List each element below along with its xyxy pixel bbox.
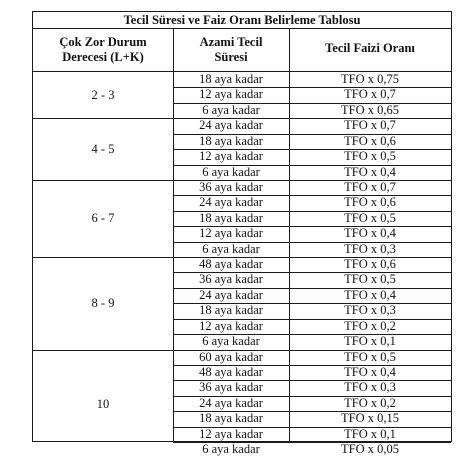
interest-rate-cell: TFO x 0,3 — [344, 303, 396, 318]
interest-rate-cell: TFO x 0,5 — [344, 349, 396, 364]
interest-rate-cell: TFO x 0,4 — [344, 226, 396, 241]
interest-rate-cell: TFO x 0,2 — [344, 318, 396, 333]
severity-group-label: 10 — [96, 396, 110, 411]
max-deferral-cell: 24 aya kadar — [199, 395, 263, 410]
interest-rate-cell: TFO x 0,5 — [344, 272, 396, 287]
max-deferral-cell: 18 aya kadar — [199, 210, 263, 225]
interest-rate-cell: TFO x 0,2 — [344, 395, 396, 410]
table-title: Tecil Süresi ve Faiz Oranı Belirleme Tablosu — [33, 12, 451, 29]
max-deferral-cell: 12 aya kadar — [199, 87, 263, 102]
max-deferral-cell: 6 aya kadar — [202, 102, 260, 117]
max-deferral-cell: 24 aya kadar — [199, 195, 263, 210]
interest-rate-cell: TFO x 0,6 — [344, 195, 396, 210]
column-headers — [33, 29, 451, 72]
interest-rate-cell: TFO x 0,05 — [341, 442, 399, 457]
max-deferral-cell: 24 aya kadar — [199, 118, 263, 133]
severity-group-label: 8 - 9 — [91, 296, 115, 311]
max-deferral-cell: 18 aya kadar — [199, 72, 263, 86]
max-deferral-cell: 48 aya kadar — [199, 257, 263, 272]
max-deferral-cell: 24 aya kadar — [199, 287, 263, 302]
max-deferral-cell: 18 aya kadar — [199, 303, 263, 318]
header-max-deferral — [173, 29, 289, 72]
max-deferral-cell: 18 aya kadar — [199, 411, 263, 426]
interest-rate-cell: TFO x 0,1 — [344, 426, 396, 441]
interest-rate-cell: TFO x 0,6 — [344, 133, 396, 148]
max-deferral-cell: 36 aya kadar — [199, 272, 263, 287]
max-deferral-cell: 6 aya kadar — [202, 241, 260, 256]
table-body — [33, 72, 451, 457]
header-max-deferral-line1: Azami Tecil — [199, 35, 263, 49]
table-sheet — [32, 11, 452, 457]
severity-group-label: 2 - 3 — [91, 88, 115, 103]
max-deferral-cell: 12 aya kadar — [199, 318, 263, 333]
interest-rate-cell: TFO x 0,1 — [344, 334, 396, 349]
interest-rate-cell: TFO x 0,5 — [344, 210, 396, 225]
max-deferral-cell: 48 aya kadar — [199, 364, 263, 379]
interest-rate-cell: TFO x 0,5 — [344, 149, 396, 164]
header-interest-rate — [289, 29, 451, 72]
header-interest-rate-text: Tecil Faizi Oranı — [325, 41, 415, 55]
header-severity-line1: Çok Zor Durum — [59, 35, 147, 49]
interest-rate-cell: TFO x 0,65 — [341, 102, 399, 117]
max-deferral-cell: 12 aya kadar — [199, 426, 263, 441]
max-deferral-cell: 60 aya kadar — [199, 349, 263, 364]
max-deferral-cell: 36 aya kadar — [199, 380, 263, 395]
max-deferral-cell: 12 aya kadar — [199, 149, 263, 164]
max-deferral-cell: 18 aya kadar — [199, 133, 263, 148]
interest-rate-cell: TFO x 0,7 — [344, 179, 396, 194]
interest-rate-cell: TFO x 0,4 — [344, 287, 396, 302]
interest-rate-cell: TFO x 0,7 — [344, 118, 396, 133]
interest-rate-cell: TFO x 0,4 — [344, 364, 396, 379]
header-severity — [33, 29, 173, 72]
interest-rate-cell: TFO x 0,15 — [341, 411, 399, 426]
header-severity-line2: Derecesi (L+K) — [62, 50, 144, 64]
max-deferral-cell: 6 aya kadar — [202, 334, 260, 349]
interest-rate-cell: TFO x 0,75 — [341, 72, 399, 86]
interest-rate-cell: TFO x 0,4 — [344, 164, 396, 179]
severity-group-label: 6 - 7 — [91, 211, 115, 226]
max-deferral-cell: 36 aya kadar — [199, 179, 263, 194]
max-deferral-cell: 6 aya kadar — [202, 442, 260, 457]
severity-group-label: 4 - 5 — [91, 142, 115, 157]
max-deferral-cell: 6 aya kadar — [202, 164, 260, 179]
interest-rate-cell: TFO x 0,7 — [344, 87, 396, 102]
interest-rate-cell: TFO x 0,3 — [344, 241, 396, 256]
header-max-deferral-line2: Süresi — [214, 50, 248, 64]
interest-rate-cell: TFO x 0,3 — [344, 380, 396, 395]
max-deferral-cell: 12 aya kadar — [199, 226, 263, 241]
interest-rate-cell: TFO x 0,6 — [344, 257, 396, 272]
